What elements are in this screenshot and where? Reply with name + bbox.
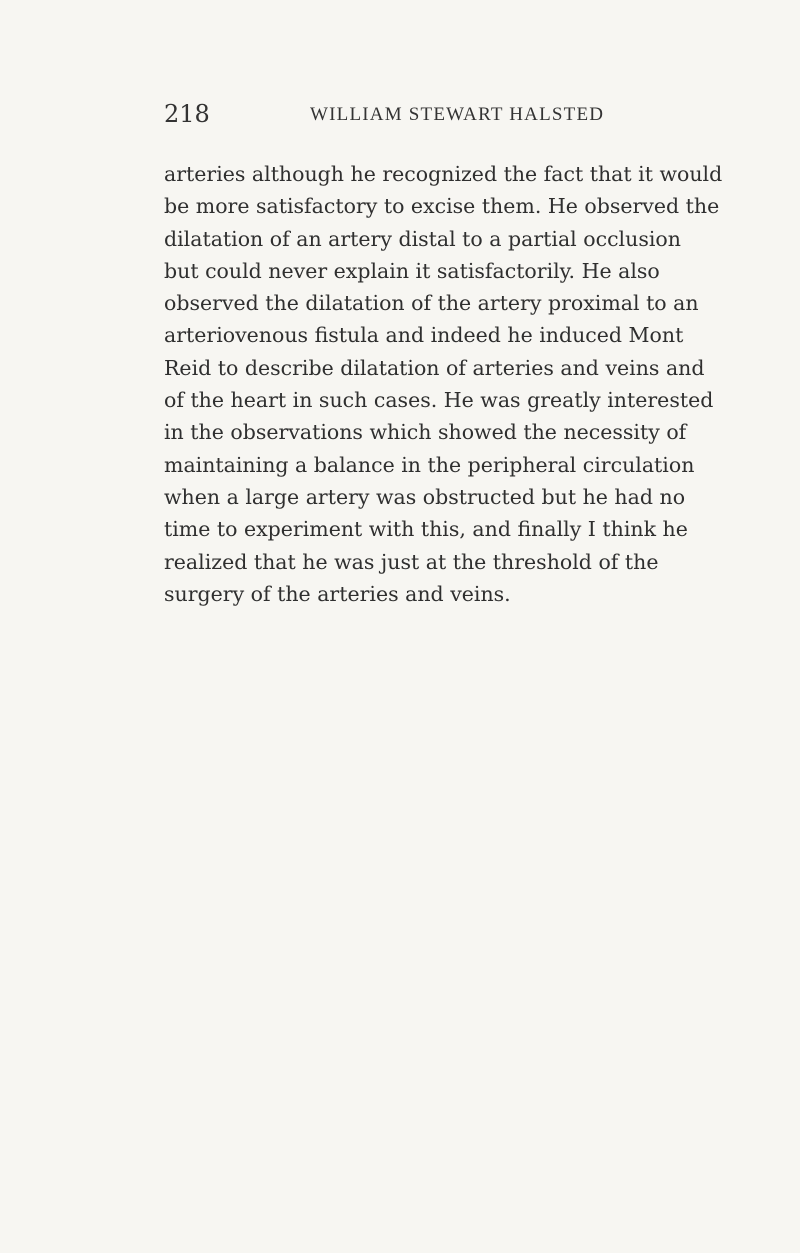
- text-line: dilatation of an artery distal to a partial occlusion: [164, 226, 681, 251]
- text-line: arteries although he recognized the fact that it would: [164, 162, 723, 186]
- text-line: but could never explain it satisfactorily. He also: [164, 258, 660, 283]
- page-number: 218: [164, 100, 210, 128]
- text-line: when a large artery was obstructed but he had no: [164, 484, 686, 509]
- text-line: of the heart in such cases. He was greatly interested: [164, 388, 714, 413]
- page-header: [164, 96, 634, 132]
- text-line: maintaining a balance in the peripheral circulation: [164, 452, 695, 477]
- text-line: arteriovenous fistula and indeed he induced Mont: [164, 323, 684, 348]
- text-line: Reid to describe dilatation of arteries and veins and: [164, 355, 705, 380]
- text-line: observed the dilatation of the artery proximal to an: [164, 291, 699, 316]
- text-line-last: surgery of the arteries and veins.: [164, 581, 511, 606]
- running-title: WILLIAM STEWART HALSTED: [310, 104, 605, 125]
- body-paragraph: [164, 158, 723, 610]
- text-line: realized that he was just at the threshold of the: [164, 549, 659, 574]
- text-line: be more satisfactory to excise them. He observed the: [164, 194, 720, 219]
- text-line: time to experiment with this, and finally I think he: [164, 517, 688, 542]
- text-line: in the observations which showed the necessity of: [164, 420, 687, 445]
